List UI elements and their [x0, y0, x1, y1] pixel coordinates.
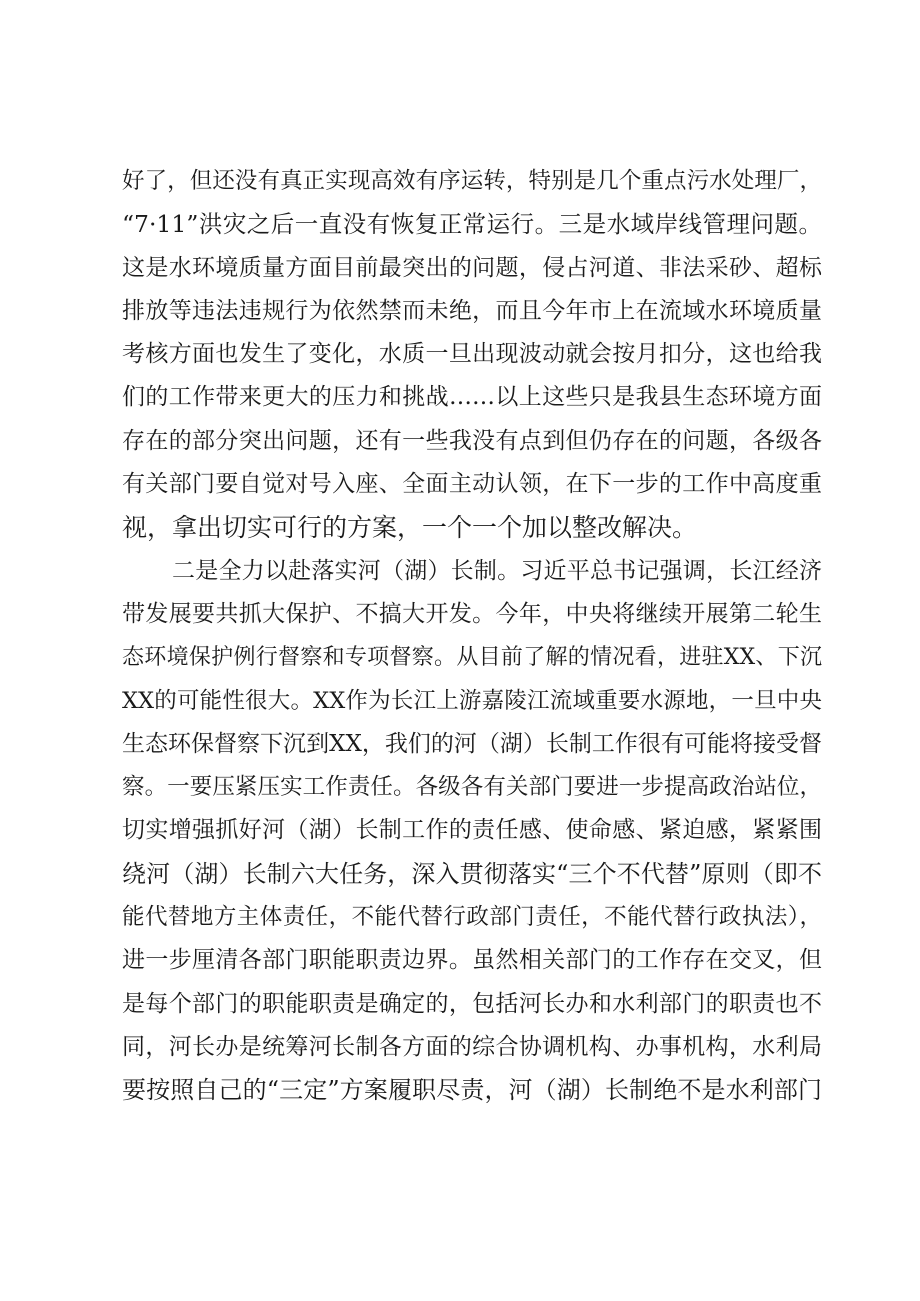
text-line: 存在的部分突出问题，还有一些我没有点到但仍存在的问题，各级各: [122, 427, 822, 454]
text-line: 们的工作带来更大的压力和挑战……以上这些只是我县生态环境方面: [122, 384, 822, 411]
text-line: 能代替地方主体责任，不能代替行政部门责任，不能代替行政执法），: [122, 904, 822, 931]
text-line: 生态环保督察下沉到XX，我们的河（湖）长制工作很有可能将接受督: [122, 730, 822, 757]
text-line: 态环境保护例行督察和专项督察。从目前了解的情况看，进驻XX、下沉: [122, 645, 822, 671]
text-line: 要按照自己的“三定”方案履职尽责，河（湖）长制绝不是水利部门: [122, 1076, 822, 1105]
text-line: 带发展要共抓大保护、不搞大开发。今年，中央将继续开展第二轮生: [122, 600, 822, 627]
text-line: 同，河长办是统筹河长制各方面的综合协调机构、办事机构，水利局: [122, 1033, 822, 1060]
text-line: 绕河（湖）长制六大任务，深入贯彻落实“三个不代替”原则（即不: [122, 859, 822, 888]
text-line: 考核方面也发生了变化，水质一旦出现波动就会按月扣分，这也给我: [122, 341, 822, 368]
text-line: 二是全力以赴落实河（湖）长制。习近平总书记强调，长江经济: [172, 557, 822, 584]
text-line: “7·11”洪灾之后一直没有恢复正常运行。三是水域岸线管理问题。: [122, 210, 822, 239]
text-line: 排放等违法违规行为依然禁而未绝，而且今年市上在流域水环境质量: [122, 297, 822, 324]
text-line: 好了，但还没有真正实现高效有序运转，特别是几个重点污水处理厂，: [122, 168, 822, 194]
text-line: XX的可能性很大。XX作为长江上游嘉陵江流域重要水源地，一旦中央: [122, 687, 822, 714]
text-line: 有关部门要自觉对号入座、全面主动认领，在下一步的工作中高度重: [122, 471, 822, 498]
text-line: 察。一要压紧压实工作责任。各级各有关部门要进一步提高政治站位，: [122, 774, 822, 801]
text-line: 这是水环境质量方面目前最突出的问题，侵占河道、非法采砂、超标: [122, 254, 822, 281]
text-line: 视，拿出切实可行的方案，一个一个加以整改解决。: [122, 513, 698, 543]
body-text: [122, 160, 822, 1113]
text-line: 切实增强抓好河（湖）长制工作的责任感、使命感、紧迫感，紧紧围: [122, 817, 822, 844]
text-line: 是每个部门的职能职责是确定的，包括河长办和水利部门的职责也不: [122, 990, 822, 1017]
text-line: 进一步厘清各部门职能职责边界。虽然相关部门的工作存在交叉，但: [122, 947, 822, 974]
